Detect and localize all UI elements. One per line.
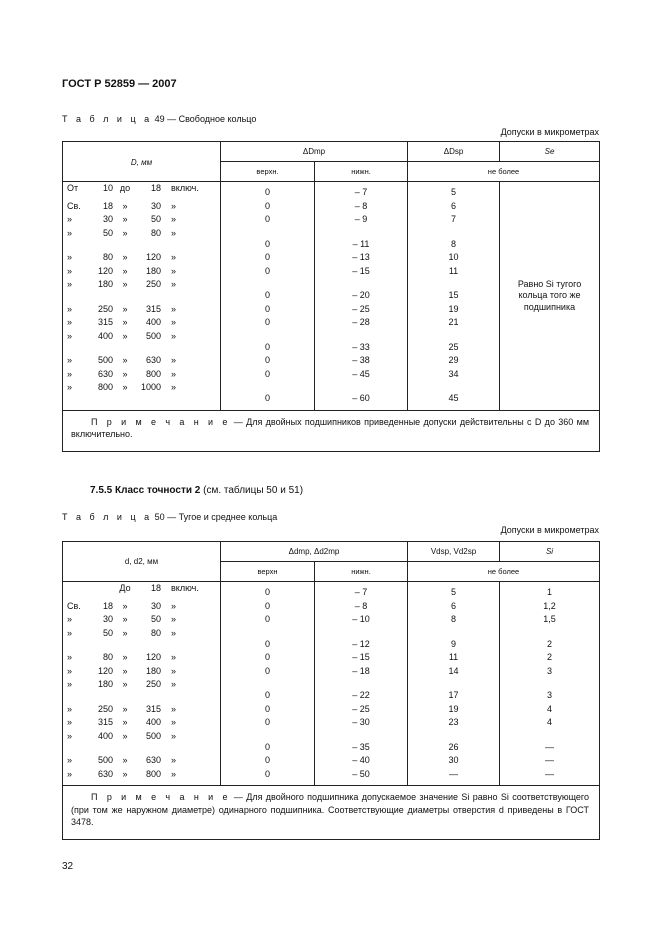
sub-header-upper: верхн. bbox=[221, 162, 315, 182]
diameter-range-cell bbox=[63, 651, 221, 665]
diameter-range-cell bbox=[63, 582, 221, 600]
range-part: » bbox=[122, 665, 128, 676]
lower-value-cell: – 33 bbox=[315, 330, 408, 355]
range-part: 30 bbox=[102, 214, 113, 224]
lower-value-cell: – 20 bbox=[315, 278, 408, 303]
upper-value-cell: 0 bbox=[221, 582, 315, 600]
lower-value-cell: – 10 bbox=[315, 613, 408, 627]
lower-value-cell: – 18 bbox=[315, 665, 408, 679]
range-part: » bbox=[122, 614, 128, 624]
range-part: 1000 bbox=[140, 382, 161, 392]
diameter-range-cell bbox=[63, 354, 221, 368]
range-part: 180 bbox=[97, 679, 113, 689]
range-part: 250 bbox=[145, 279, 161, 289]
range-part: 250 bbox=[97, 303, 113, 314]
diameter-range-cell bbox=[63, 754, 221, 768]
range-part: » bbox=[171, 382, 177, 392]
extra-value-cell: 3 bbox=[500, 665, 600, 679]
range-part: » bbox=[67, 755, 73, 765]
range-part: » bbox=[122, 279, 128, 289]
max-value-cell: 6 bbox=[408, 600, 500, 614]
diameter-range-cell bbox=[63, 768, 221, 786]
upper-value-cell: 0 bbox=[221, 665, 315, 679]
diameter-range-cell bbox=[63, 368, 221, 382]
max-value-cell: 6 bbox=[408, 200, 500, 214]
table-49-caption bbox=[62, 114, 256, 124]
diameter-range-cell bbox=[63, 703, 221, 717]
lower-value-cell: – 38 bbox=[315, 354, 408, 368]
range-part: 10 bbox=[102, 183, 113, 193]
range-part: » bbox=[171, 227, 177, 238]
lower-value-cell: – 28 bbox=[315, 316, 408, 330]
range-part: 400 bbox=[97, 730, 113, 741]
upper-value-cell: 0 bbox=[221, 251, 315, 265]
range-part: » bbox=[67, 768, 73, 779]
upper-value-cell: 0 bbox=[221, 703, 315, 717]
max-value-cell: 8 bbox=[408, 613, 500, 627]
lower-value-cell: – 7 bbox=[315, 582, 408, 600]
range-part: » bbox=[67, 303, 73, 314]
col-header-dsp: ΔDsp bbox=[408, 142, 500, 162]
table-50-units: Допуски в микрометрах bbox=[500, 525, 599, 535]
diameter-range-cell bbox=[63, 381, 221, 410]
upper-value-cell: 0 bbox=[221, 213, 315, 227]
extra-value-cell: 2 bbox=[500, 651, 600, 665]
range-part: » bbox=[122, 252, 128, 262]
upper-value-cell: 0 bbox=[221, 182, 315, 200]
lower-value-cell: – 8 bbox=[315, 600, 408, 614]
upper-value-cell: 0 bbox=[221, 200, 315, 214]
range-part: » bbox=[122, 265, 128, 276]
diameter-range-cell bbox=[63, 716, 221, 730]
extra-value-cell: — bbox=[500, 730, 600, 755]
sub-header-lower: нижн. bbox=[315, 562, 408, 582]
range-part: » bbox=[171, 665, 177, 676]
range-part: » bbox=[67, 703, 73, 714]
range-part: 50 bbox=[150, 614, 161, 624]
range-part: 80 bbox=[150, 627, 161, 638]
diameter-range-cell bbox=[63, 265, 221, 279]
sub-header-lower: нижн. bbox=[315, 162, 408, 182]
diameter-range-cell bbox=[63, 600, 221, 614]
range-part: » bbox=[171, 265, 177, 276]
max-value-cell: 19 bbox=[408, 703, 500, 717]
range-part: » bbox=[122, 600, 128, 611]
diameter-range-cell bbox=[63, 730, 221, 755]
range-part: 315 bbox=[97, 717, 113, 727]
range-part: 80 bbox=[150, 227, 161, 238]
range-part: » bbox=[171, 252, 177, 262]
col-header-se: Se bbox=[500, 142, 600, 162]
range-part: » bbox=[122, 382, 128, 392]
diameter-range-cell bbox=[63, 303, 221, 317]
max-value-cell: 14 bbox=[408, 665, 500, 679]
range-part: 315 bbox=[145, 703, 161, 714]
range-part: 120 bbox=[145, 652, 161, 662]
se-merged-cell: Равно Si тугого кольца того же подшипника bbox=[500, 182, 600, 411]
lower-value-cell: – 25 bbox=[315, 703, 408, 717]
table-row bbox=[63, 665, 600, 679]
max-value-cell: 5 bbox=[408, 582, 500, 600]
table-row bbox=[63, 716, 600, 730]
extra-value-cell: — bbox=[500, 754, 600, 768]
table-row bbox=[63, 182, 600, 200]
range-part: » bbox=[67, 730, 73, 741]
range-part: 18 bbox=[102, 200, 113, 211]
range-part: » bbox=[67, 214, 73, 224]
upper-value-cell: 0 bbox=[221, 330, 315, 355]
lower-value-cell: – 40 bbox=[315, 754, 408, 768]
range-part: От bbox=[67, 183, 79, 193]
range-part: 250 bbox=[145, 679, 161, 689]
range-part: » bbox=[171, 614, 177, 624]
max-value-cell: 8 bbox=[408, 227, 500, 252]
col-header-dmp: ΔDmp bbox=[221, 142, 408, 162]
diameter-range-cell bbox=[63, 213, 221, 227]
range-part: До bbox=[119, 583, 131, 593]
upper-value-cell: 0 bbox=[221, 613, 315, 627]
range-part: 180 bbox=[145, 665, 161, 676]
range-part: » bbox=[122, 303, 128, 314]
range-part: 18 bbox=[102, 600, 113, 611]
upper-value-cell: 0 bbox=[221, 768, 315, 786]
range-part: » bbox=[122, 214, 128, 224]
upper-value-cell: 0 bbox=[221, 716, 315, 730]
col-header-vdsp: Vdsp, Vd2sp bbox=[408, 542, 500, 562]
extra-value-cell: 4 bbox=[500, 716, 600, 730]
upper-value-cell: 0 bbox=[221, 368, 315, 382]
range-part: 630 bbox=[145, 355, 161, 365]
range-part: » bbox=[67, 665, 73, 676]
range-part: » bbox=[122, 200, 128, 211]
upper-value-cell: 0 bbox=[221, 354, 315, 368]
upper-value-cell: 0 bbox=[221, 316, 315, 330]
extra-value-cell: 3 bbox=[500, 678, 600, 703]
diameter-range-cell bbox=[63, 627, 221, 652]
range-part: » bbox=[171, 355, 177, 365]
upper-value-cell: 0 bbox=[221, 265, 315, 279]
lower-value-cell: – 12 bbox=[315, 627, 408, 652]
range-part: 630 bbox=[97, 768, 113, 779]
lower-value-cell: – 11 bbox=[315, 227, 408, 252]
range-part: » bbox=[171, 730, 177, 741]
range-part: » bbox=[171, 703, 177, 714]
table-50-note: П р и м е ч а н и е — Для двойного подшипника допускаемое значение Si равно Si соответствующего (при том же наружном диаметре) одинарного подшипника. Соответствующие диаметры отверстия d приведены в ГОСТ 3478. bbox=[63, 786, 600, 840]
max-value-cell: 5 bbox=[408, 182, 500, 200]
upper-value-cell: 0 bbox=[221, 627, 315, 652]
diameter-range-cell bbox=[63, 227, 221, 252]
range-part: 315 bbox=[145, 303, 161, 314]
section-heading: 7.5.5 Класс точности 2 (см. таблицы 50 и 51) bbox=[90, 485, 304, 496]
col-header-d: D, мм bbox=[63, 142, 221, 182]
max-value-cell: 11 bbox=[408, 651, 500, 665]
caption-text: 49 — Свободное кольцо bbox=[152, 114, 257, 124]
max-value-cell: 15 bbox=[408, 278, 500, 303]
range-part: 50 bbox=[102, 227, 113, 238]
max-value-cell: 25 bbox=[408, 330, 500, 355]
range-part: » bbox=[122, 768, 128, 779]
table-row bbox=[63, 600, 600, 614]
range-part: » bbox=[67, 368, 73, 379]
range-part: 800 bbox=[97, 382, 113, 392]
max-value-cell: 19 bbox=[408, 303, 500, 317]
upper-value-cell: 0 bbox=[221, 227, 315, 252]
extra-value-cell: — bbox=[500, 768, 600, 786]
caption-word: Т а б л и ц а bbox=[62, 512, 153, 522]
col-header-si: Si bbox=[500, 542, 600, 562]
range-part: » bbox=[67, 382, 73, 392]
extra-value-cell: 1,5 bbox=[500, 613, 600, 627]
range-part: » bbox=[171, 717, 177, 727]
diameter-range-cell bbox=[63, 330, 221, 355]
range-part: 30 bbox=[150, 600, 161, 611]
table-49-note: П р и м е ч а н и е — Для двойных подшипников приведенные допуски действительны с D до 360 мм включительно. bbox=[63, 410, 600, 451]
range-part: » bbox=[122, 730, 128, 741]
range-part: 315 bbox=[97, 317, 113, 327]
range-part: » bbox=[122, 227, 128, 238]
extra-value-cell: 4 bbox=[500, 703, 600, 717]
range-part: 50 bbox=[102, 627, 113, 638]
range-part: » bbox=[122, 317, 128, 327]
range-part: » bbox=[67, 330, 73, 341]
table-row bbox=[63, 613, 600, 627]
range-part: Св. bbox=[67, 600, 81, 611]
table-50-caption bbox=[62, 512, 277, 522]
lower-value-cell: – 45 bbox=[315, 368, 408, 382]
upper-value-cell: 0 bbox=[221, 678, 315, 703]
range-part: » bbox=[67, 717, 73, 727]
lower-value-cell: – 22 bbox=[315, 678, 408, 703]
sub-header-upper: верхн bbox=[221, 562, 315, 582]
table-row bbox=[63, 703, 600, 717]
range-part: 500 bbox=[145, 730, 161, 741]
caption-word: Т а б л и ц а bbox=[62, 114, 153, 124]
range-part: 400 bbox=[145, 717, 161, 727]
range-part: » bbox=[67, 652, 73, 662]
range-part: 30 bbox=[150, 200, 161, 211]
max-value-cell: 17 bbox=[408, 678, 500, 703]
diameter-range-cell bbox=[63, 251, 221, 265]
table-49 bbox=[62, 141, 600, 452]
upper-value-cell: 0 bbox=[221, 278, 315, 303]
range-part: » bbox=[122, 368, 128, 379]
range-part: 120 bbox=[97, 665, 113, 676]
max-value-cell: 29 bbox=[408, 354, 500, 368]
range-part: 18 bbox=[150, 583, 161, 593]
lower-value-cell: – 60 bbox=[315, 381, 408, 410]
range-part: 800 bbox=[145, 368, 161, 379]
diameter-range-cell bbox=[63, 278, 221, 303]
range-part: включ. bbox=[171, 583, 199, 593]
diameter-range-cell bbox=[63, 678, 221, 703]
range-part: 500 bbox=[97, 355, 113, 365]
table-row bbox=[63, 627, 600, 652]
range-part: » bbox=[171, 679, 177, 689]
range-part: » bbox=[122, 679, 128, 689]
lower-value-cell: – 13 bbox=[315, 251, 408, 265]
range-part: » bbox=[122, 330, 128, 341]
table-row bbox=[63, 730, 600, 755]
range-part: 180 bbox=[145, 265, 161, 276]
range-part: » bbox=[171, 755, 177, 765]
max-value-cell: 9 bbox=[408, 627, 500, 652]
max-value-cell: 10 bbox=[408, 251, 500, 265]
lower-value-cell: – 7 bbox=[315, 182, 408, 200]
max-value-cell: 34 bbox=[408, 368, 500, 382]
extra-value-cell: 1 bbox=[500, 582, 600, 600]
lower-value-cell: – 15 bbox=[315, 651, 408, 665]
range-part: » bbox=[67, 317, 73, 327]
range-part: » bbox=[122, 355, 128, 365]
range-part: 400 bbox=[97, 330, 113, 341]
lower-value-cell: – 25 bbox=[315, 303, 408, 317]
range-part: 180 bbox=[97, 279, 113, 289]
table-50 bbox=[62, 541, 600, 840]
range-part: » bbox=[171, 200, 177, 211]
range-part: 800 bbox=[145, 768, 161, 779]
range-part: » bbox=[171, 768, 177, 779]
diameter-range-cell bbox=[63, 200, 221, 214]
range-part: » bbox=[67, 265, 73, 276]
table-row bbox=[63, 768, 600, 786]
range-part: » bbox=[171, 317, 177, 327]
range-part: 500 bbox=[97, 755, 113, 765]
upper-value-cell: 0 bbox=[221, 303, 315, 317]
document-header: ГОСТ Р 52859 — 2007 bbox=[62, 78, 177, 90]
diameter-range-cell bbox=[63, 665, 221, 679]
range-part: 18 bbox=[150, 183, 161, 193]
sub-header-max: не более bbox=[408, 162, 600, 182]
max-value-cell: 7 bbox=[408, 213, 500, 227]
range-part: 500 bbox=[145, 330, 161, 341]
col-header-dmp: Δdmp, Δd2mp bbox=[221, 542, 408, 562]
extra-value-cell: 1,2 bbox=[500, 600, 600, 614]
col-header-d: d, d2, мм bbox=[63, 542, 221, 582]
max-value-cell: 45 bbox=[408, 381, 500, 410]
range-part: 80 bbox=[102, 252, 113, 262]
range-part: до bbox=[119, 183, 131, 193]
range-part: » bbox=[171, 600, 177, 611]
lower-value-cell: – 8 bbox=[315, 200, 408, 214]
range-part: » bbox=[171, 303, 177, 314]
range-part: » bbox=[122, 717, 128, 727]
range-part: 630 bbox=[145, 755, 161, 765]
range-part: » bbox=[171, 368, 177, 379]
lower-value-cell: – 30 bbox=[315, 716, 408, 730]
range-part: » bbox=[67, 355, 73, 365]
range-part: » bbox=[122, 755, 128, 765]
lower-value-cell: – 15 bbox=[315, 265, 408, 279]
max-value-cell: 23 bbox=[408, 716, 500, 730]
range-part: 120 bbox=[145, 252, 161, 262]
range-part: » bbox=[122, 627, 128, 638]
max-value-cell: 21 bbox=[408, 316, 500, 330]
range-part: » bbox=[67, 227, 73, 238]
max-value-cell: 30 bbox=[408, 754, 500, 768]
table-row bbox=[63, 651, 600, 665]
range-part: 400 bbox=[145, 317, 161, 327]
table-row bbox=[63, 678, 600, 703]
range-part: 30 bbox=[102, 614, 113, 624]
range-part: » bbox=[171, 279, 177, 289]
upper-value-cell: 0 bbox=[221, 730, 315, 755]
range-part: » bbox=[171, 627, 177, 638]
upper-value-cell: 0 bbox=[221, 754, 315, 768]
lower-value-cell: – 9 bbox=[315, 213, 408, 227]
sub-header-max: не более bbox=[408, 562, 600, 582]
range-part: Св. bbox=[67, 200, 81, 211]
range-part: 250 bbox=[97, 703, 113, 714]
max-value-cell: 11 bbox=[408, 265, 500, 279]
upper-value-cell: 0 bbox=[221, 651, 315, 665]
page-number: 32 bbox=[62, 861, 74, 872]
table-49-units: Допуски в микрометрах bbox=[500, 127, 599, 137]
caption-text: 50 — Тугое и среднее кольца bbox=[152, 512, 278, 522]
range-part: » bbox=[122, 652, 128, 662]
diameter-range-cell bbox=[63, 182, 221, 200]
range-part: » bbox=[122, 703, 128, 714]
lower-value-cell: – 35 bbox=[315, 730, 408, 755]
range-part: 80 bbox=[102, 652, 113, 662]
diameter-range-cell bbox=[63, 316, 221, 330]
max-value-cell: — bbox=[408, 768, 500, 786]
extra-value-cell: 2 bbox=[500, 627, 600, 652]
range-part: » bbox=[171, 214, 177, 224]
table-row bbox=[63, 582, 600, 600]
range-part: » bbox=[171, 652, 177, 662]
upper-value-cell: 0 bbox=[221, 600, 315, 614]
diameter-range-cell bbox=[63, 613, 221, 627]
upper-value-cell: 0 bbox=[221, 381, 315, 410]
range-part: » bbox=[67, 279, 73, 289]
range-part: » bbox=[171, 330, 177, 341]
range-part: » bbox=[67, 679, 73, 689]
range-part: 630 bbox=[97, 368, 113, 379]
lower-value-cell: – 50 bbox=[315, 768, 408, 786]
range-part: включ. bbox=[171, 183, 199, 193]
range-part: 120 bbox=[97, 265, 113, 276]
range-part: 50 bbox=[150, 214, 161, 224]
max-value-cell: 26 bbox=[408, 730, 500, 755]
table-row bbox=[63, 754, 600, 768]
range-part: » bbox=[67, 252, 73, 262]
range-part: » bbox=[67, 614, 73, 624]
range-part: » bbox=[67, 627, 73, 638]
